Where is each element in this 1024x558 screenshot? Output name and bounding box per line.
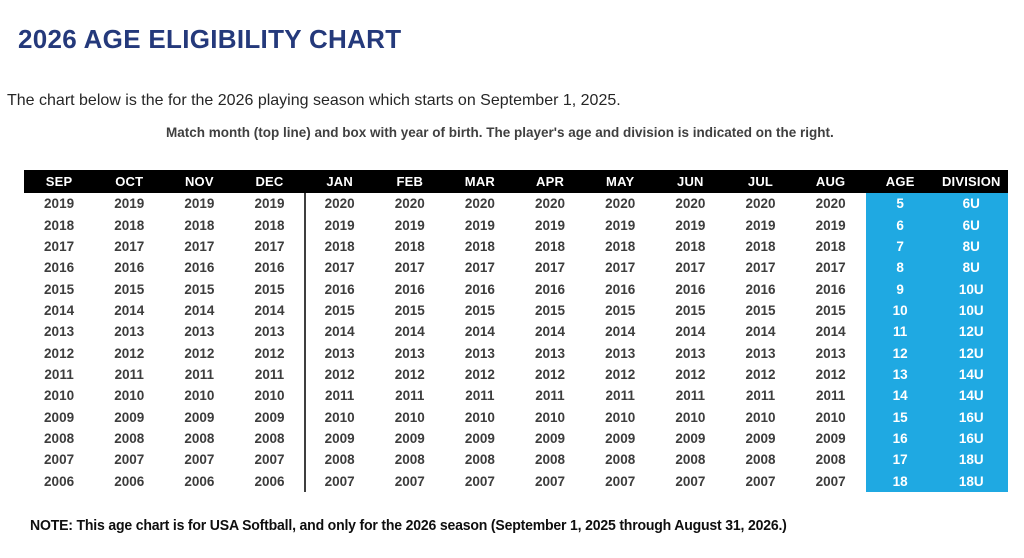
year-cell: 2019: [815, 217, 846, 233]
year-cell: 2007: [745, 473, 776, 489]
page-title: 2026 AGE ELIGIBILITY CHART: [18, 24, 402, 54]
header-cell-sep: SEP: [45, 174, 73, 189]
year-cell: 2012: [745, 366, 776, 382]
year-cell: 2013: [184, 324, 215, 340]
year-cell: 2008: [44, 430, 75, 446]
division-cell: 8U: [935, 257, 1008, 278]
division-cell: 10U: [935, 278, 1008, 299]
header-cell-nov: NOV: [184, 174, 214, 189]
year-cell: 2016: [535, 281, 566, 297]
year-cell: 2006: [184, 473, 215, 489]
year-cell: 2019: [605, 217, 636, 233]
age-cell: 12: [866, 342, 935, 363]
year-cell: 2014: [44, 302, 75, 318]
year-cell: 2011: [605, 388, 635, 404]
year-cell: 2020: [535, 196, 566, 212]
year-cell: 2012: [184, 345, 215, 361]
year-cell: 2008: [394, 452, 425, 468]
header-cell-jan: JAN: [326, 174, 353, 189]
year-cell: 2017: [44, 238, 75, 254]
year-cell: 2007: [394, 473, 425, 489]
year-cell: 2019: [745, 217, 776, 233]
year-cell: 2015: [324, 302, 355, 318]
year-cell: 2016: [745, 281, 776, 297]
year-cell: 2013: [254, 324, 285, 340]
year-cell: 2019: [114, 196, 145, 212]
year-cell: 2015: [114, 281, 145, 297]
year-cell: 2017: [535, 260, 566, 276]
table-row: [24, 406, 1008, 427]
year-cell: 2013: [464, 345, 495, 361]
header-cell-age: AGE: [885, 174, 915, 189]
year-cell: 2007: [184, 452, 215, 468]
year-cell: 2013: [114, 324, 145, 340]
year-cell: 2018: [464, 238, 495, 254]
age-cell: 17: [866, 449, 935, 470]
year-cell: 2014: [675, 324, 706, 340]
year-cell: 2017: [254, 238, 285, 254]
year-cell: 2007: [605, 473, 636, 489]
year-cell: 2011: [114, 366, 144, 382]
year-cell: 2016: [464, 281, 495, 297]
year-cell: 2007: [114, 452, 145, 468]
year-cell: 2020: [324, 196, 355, 212]
year-cell: 2014: [114, 302, 145, 318]
year-cell: 2007: [254, 452, 285, 468]
year-cell: 2015: [44, 281, 75, 297]
division-cell: 8U: [935, 236, 1008, 257]
year-cell: 2014: [184, 302, 215, 318]
year-cell: 2009: [394, 430, 425, 446]
year-cell: 2012: [394, 366, 425, 382]
year-cell: 2020: [394, 196, 425, 212]
year-cell: 2018: [324, 238, 355, 254]
year-cell: 2011: [675, 388, 705, 404]
table-row: [24, 257, 1008, 278]
year-cell: 2015: [184, 281, 215, 297]
table-row: [24, 300, 1008, 321]
year-cell: 2011: [44, 366, 74, 382]
division-cell: 12U: [935, 321, 1008, 342]
year-cell: 2012: [44, 345, 75, 361]
year-cell: 2018: [184, 217, 215, 233]
year-cell: 2018: [675, 238, 706, 254]
table-body: [24, 193, 1008, 492]
year-cell: 2020: [745, 196, 776, 212]
division-cell: 14U: [935, 385, 1008, 406]
year-cell: 2018: [254, 217, 285, 233]
year-cell: 2018: [535, 238, 566, 254]
year-cell: 2016: [605, 281, 636, 297]
table-row: [24, 214, 1008, 235]
year-cell: 2008: [114, 430, 145, 446]
table-row: [24, 364, 1008, 385]
age-cell: 7: [866, 236, 935, 257]
table-instruction: Match month (top line) and box with year of birth. The player's age and division is indicated on the right.: [166, 125, 834, 140]
year-cell: 2015: [815, 302, 846, 318]
year-cell: 2019: [394, 217, 425, 233]
year-cell: 2010: [605, 409, 636, 425]
year-cell: 2014: [605, 324, 636, 340]
year-cell: 2012: [254, 345, 285, 361]
year-cell: 2007: [44, 452, 75, 468]
year-cell: 2009: [605, 430, 636, 446]
year-cell: 2013: [44, 324, 75, 340]
year-cell: 2019: [324, 217, 355, 233]
year-cell: 2009: [745, 430, 776, 446]
dec-jan-divider-line: [304, 193, 306, 492]
year-cell: 2007: [324, 473, 355, 489]
year-cell: 2014: [464, 324, 495, 340]
year-cell: 2010: [394, 409, 425, 425]
age-cell: 5: [866, 193, 935, 214]
year-cell: 2015: [535, 302, 566, 318]
age-cell: 18: [866, 470, 935, 491]
year-cell: 2018: [605, 238, 636, 254]
year-cell: 2017: [324, 260, 355, 276]
year-cell: 2009: [535, 430, 566, 446]
year-cell: 2016: [675, 281, 706, 297]
year-cell: 2015: [745, 302, 776, 318]
year-cell: 2013: [605, 345, 636, 361]
year-cell: 2009: [44, 409, 75, 425]
division-cell: 6U: [935, 193, 1008, 214]
year-cell: 2006: [44, 473, 75, 489]
year-cell: 2017: [815, 260, 846, 276]
year-cell: 2010: [815, 409, 846, 425]
header-cell-may: MAY: [606, 174, 635, 189]
year-cell: 2009: [675, 430, 706, 446]
year-cell: 2008: [675, 452, 706, 468]
year-cell: 2017: [675, 260, 706, 276]
age-cell: 9: [866, 278, 935, 299]
year-cell: 2011: [465, 388, 495, 404]
year-cell: 2016: [324, 281, 355, 297]
year-cell: 2016: [44, 260, 75, 276]
header-cell-feb: FEB: [396, 174, 424, 189]
header-cell-mar: MAR: [464, 174, 496, 189]
year-cell: 2020: [605, 196, 636, 212]
table-row: [24, 193, 1008, 214]
age-cell: 16: [866, 428, 935, 449]
year-cell: 2008: [745, 452, 776, 468]
year-cell: 2007: [464, 473, 495, 489]
year-cell: 2017: [184, 238, 215, 254]
year-cell: 2014: [324, 324, 355, 340]
age-eligibility-table: [24, 170, 1008, 492]
age-cell: 14: [866, 385, 935, 406]
year-cell: 2008: [605, 452, 636, 468]
year-cell: 2012: [675, 366, 706, 382]
year-cell: 2009: [114, 409, 145, 425]
table-row: [24, 470, 1008, 491]
year-cell: 2017: [605, 260, 636, 276]
year-cell: 2014: [394, 324, 425, 340]
header-cell-division: DIVISION: [941, 174, 1001, 189]
year-cell: 2010: [535, 409, 566, 425]
year-cell: 2007: [815, 473, 846, 489]
year-cell: 2014: [815, 324, 846, 340]
age-cell: 11: [866, 321, 935, 342]
year-cell: 2013: [815, 345, 846, 361]
year-cell: 2010: [184, 388, 215, 404]
division-cell: 14U: [935, 364, 1008, 385]
year-cell: 2011: [745, 388, 776, 404]
year-cell: 2012: [114, 345, 145, 361]
year-cell: 2007: [675, 473, 706, 489]
division-cell: 16U: [935, 428, 1008, 449]
year-cell: 2016: [114, 260, 145, 276]
page-note: NOTE: This age chart is for USA Softball, and only for the 2026 season (September 1, 2025 through August 31, 2026.): [30, 518, 787, 534]
year-cell: 2013: [675, 345, 706, 361]
year-cell: 2018: [394, 238, 425, 254]
year-cell: 2019: [184, 196, 215, 212]
year-cell: 2009: [184, 409, 215, 425]
year-cell: 2011: [535, 388, 565, 404]
year-cell: 2016: [394, 281, 425, 297]
year-cell: 2014: [745, 324, 776, 340]
year-cell: 2017: [394, 260, 425, 276]
year-cell: 2010: [675, 409, 706, 425]
age-cell: 15: [866, 406, 935, 427]
year-cell: 2015: [464, 302, 495, 318]
year-cell: 2006: [114, 473, 145, 489]
year-cell: 2012: [464, 366, 495, 382]
header-cell-aug: AUG: [815, 174, 846, 189]
year-cell: 2008: [464, 452, 495, 468]
division-cell: 6U: [935, 214, 1008, 235]
year-cell: 2020: [464, 196, 495, 212]
year-cell: 2012: [324, 366, 355, 382]
year-cell: 2011: [815, 388, 846, 404]
header-cell-oct: OCT: [115, 174, 144, 189]
year-cell: 2011: [254, 366, 285, 382]
header-cell-jul: JUL: [747, 174, 774, 189]
year-cell: 2008: [324, 452, 355, 468]
year-cell: 2013: [535, 345, 566, 361]
division-cell: 18U: [935, 470, 1008, 491]
division-cell: 10U: [935, 300, 1008, 321]
year-cell: 2018: [44, 217, 75, 233]
year-cell: 2016: [184, 260, 215, 276]
year-cell: 2010: [114, 388, 145, 404]
year-cell: 2015: [675, 302, 706, 318]
table-row: [24, 278, 1008, 299]
age-cell: 10: [866, 300, 935, 321]
year-cell: 2007: [535, 473, 566, 489]
header-cell-jun: JUN: [677, 174, 704, 189]
year-cell: 2010: [44, 388, 75, 404]
year-cell: 2010: [745, 409, 776, 425]
year-cell: 2011: [184, 366, 214, 382]
year-cell: 2006: [254, 473, 285, 489]
year-cell: 2014: [535, 324, 566, 340]
header-cell-dec: DEC: [255, 174, 284, 189]
year-cell: 2009: [815, 430, 846, 446]
page-subtitle: The chart below is the for the 2026 playing season which starts on September 1, 2025.: [7, 92, 621, 109]
year-cell: 2010: [464, 409, 495, 425]
year-cell: 2017: [745, 260, 776, 276]
year-cell: 2018: [815, 238, 846, 254]
year-cell: 2012: [815, 366, 846, 382]
year-cell: 2016: [815, 281, 846, 297]
year-cell: 2017: [464, 260, 495, 276]
year-cell: 2018: [114, 217, 145, 233]
year-cell: 2011: [324, 388, 355, 404]
year-cell: 2011: [395, 388, 425, 404]
year-cell: 2009: [464, 430, 495, 446]
age-cell: 8: [866, 257, 935, 278]
year-cell: 2012: [535, 366, 566, 382]
year-cell: 2013: [394, 345, 425, 361]
year-cell: 2019: [464, 217, 495, 233]
year-cell: 2019: [254, 196, 285, 212]
table-row: [24, 236, 1008, 257]
year-cell: 2008: [254, 430, 285, 446]
year-cell: 2015: [254, 281, 285, 297]
year-cell: 2008: [815, 452, 846, 468]
year-cell: 2008: [184, 430, 215, 446]
year-cell: 2015: [394, 302, 425, 318]
year-cell: 2014: [254, 302, 285, 318]
age-cell: 13: [866, 364, 935, 385]
year-cell: 2013: [324, 345, 355, 361]
table-row: [24, 385, 1008, 406]
table-header-row: [24, 170, 1008, 193]
year-cell: 2008: [535, 452, 566, 468]
year-cell: 2015: [605, 302, 636, 318]
year-cell: 2020: [675, 196, 706, 212]
year-cell: 2009: [324, 430, 355, 446]
division-cell: 12U: [935, 342, 1008, 363]
year-cell: 2019: [675, 217, 706, 233]
division-cell: 16U: [935, 406, 1008, 427]
year-cell: 2020: [815, 196, 846, 212]
header-cell-apr: APR: [536, 174, 565, 189]
table-row: [24, 428, 1008, 449]
year-cell: 2019: [44, 196, 75, 212]
year-cell: 2010: [324, 409, 355, 425]
year-cell: 2018: [745, 238, 776, 254]
year-cell: 2009: [254, 409, 285, 425]
age-cell: 6: [866, 214, 935, 235]
year-cell: 2010: [254, 388, 285, 404]
table-row: [24, 449, 1008, 470]
division-cell: 18U: [935, 449, 1008, 470]
year-cell: 2017: [114, 238, 145, 254]
year-cell: 2012: [605, 366, 636, 382]
year-cell: 2016: [254, 260, 285, 276]
year-cell: 2019: [535, 217, 566, 233]
table-row: [24, 321, 1008, 342]
table-row: [24, 342, 1008, 363]
year-cell: 2013: [745, 345, 776, 361]
